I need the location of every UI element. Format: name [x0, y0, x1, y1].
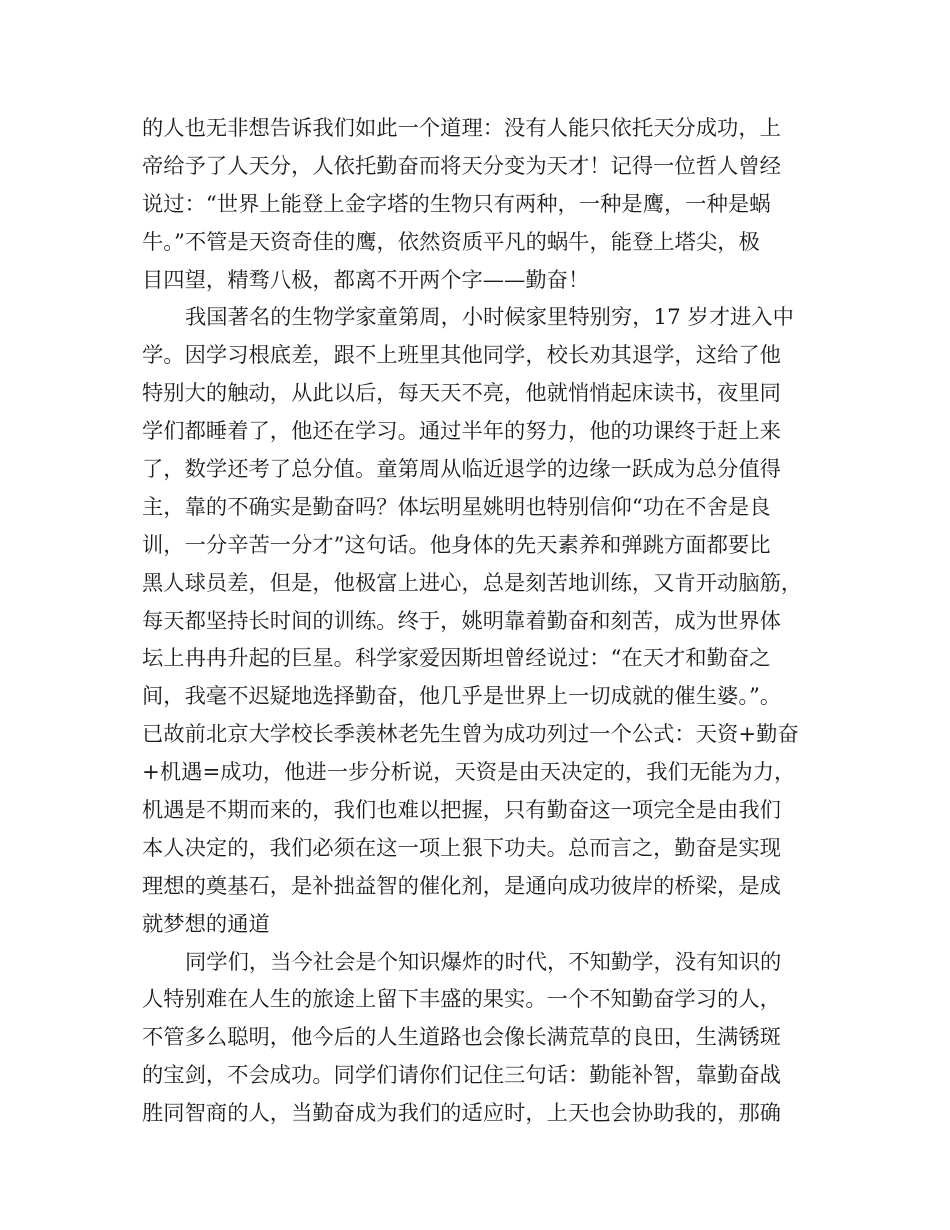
text-line: 帝给予了人天分，人依托勤奋而将天分变为天才！记得一位哲人曾经	[142, 153, 781, 179]
text-line: 坛上冉冉升起的巨星。科学家爱因斯坦曾经说过：“在天才和勤奋之	[142, 646, 771, 672]
text-line: 的宝剑，不会成功。同学们请你们记住三句话：勤能补智，靠勤奋战	[142, 1063, 781, 1089]
text-line: 本人决定的，我们必须在这一项上狠下功夫。总而言之，勤奋是实现	[142, 835, 781, 861]
text-line: 目四望，精骛八极，都离不开两个字——勤奋！	[142, 267, 590, 293]
text-line: 特别大的触动，从此以后，每天天不亮，他就悄悄起床读书，夜里同	[142, 381, 781, 407]
paragraph-start-line: 同学们，当今社会是个知识爆炸的时代，不知勤学，没有知识的	[185, 949, 782, 975]
text-line: 训，一分辛苦一分才”这句话。他身体的先天素养和弹跳方面都要比	[142, 532, 771, 558]
text-line: 每天都坚持长时间的训练。终于，姚明靠着勤奋和刻苦，成为世界体	[142, 608, 781, 634]
text-line: 胜同智商的人，当勤奋成为我们的适应时，上天也会协助我的，那确	[142, 1101, 781, 1127]
text-line: 学。因学习根底差，跟不上班里其他同学，校长劝其退学，这给了他	[142, 343, 781, 369]
text-line: 已故前北京大学校长季羡林老先生曾为成功列过一个公式：天资+勤奋	[142, 722, 799, 748]
text-line: 人特别难在人生的旅途上留下丰盛的果实。一个不知勤奋学习的人，	[142, 987, 781, 1013]
text-line: 黑人球员差，但是，他极富上进心，总是刻苦地训练，又肯开动脑筋，	[142, 570, 803, 596]
text-line: +机遇=成功，他进一步分析说，天资是由天决定的，我们无能为力，	[142, 760, 796, 786]
text-line: 不管多么聪明，他今后的人生道路也会像长满荒草的良田，生满锈斑	[142, 1025, 781, 1051]
text-line: 牛。”不管是天资奇佳的鹰，依然资质平凡的蜗牛，能登上塔尖，极	[142, 229, 760, 255]
text-line: 学们都睡着了，他还在学习。通过半年的努力，他的功课终于赶上来	[142, 419, 781, 445]
text-line: 主，靠的不确实是勤奋吗？体坛明星姚明也特别信仰“功在不舍是良	[142, 494, 771, 520]
text-line: 了，数学还考了总分值。童第周从临近退学的边缘一跃成为总分值得	[142, 457, 781, 483]
text-line: 机遇是不期而来的，我们也难以把握，只有勤奋这一项完全是由我们	[142, 798, 781, 824]
text-line: 理想的奠基石，是补拙益智的催化剂，是通向成功彼岸的桥梁，是成	[142, 873, 781, 899]
text-line: 的人也无非想告诉我们如此一个道理：没有人能只依托天分成功，上	[142, 116, 781, 141]
body-text	[142, 110, 832, 1133]
paragraph-start-line: 我国著名的生物学家童第周，小时候家里特别穷，17 岁才进入中	[185, 305, 794, 331]
text-line: 说过：“世界上能登上金字塔的生物只有两种，一种是鹰，一种是蜗	[142, 191, 771, 217]
text-line: 间，我毫不迟疑地选择勤奋，他几乎是世界上一切成就的催生婆。”。	[142, 684, 782, 710]
text-line: 就梦想的通道	[142, 911, 270, 937]
